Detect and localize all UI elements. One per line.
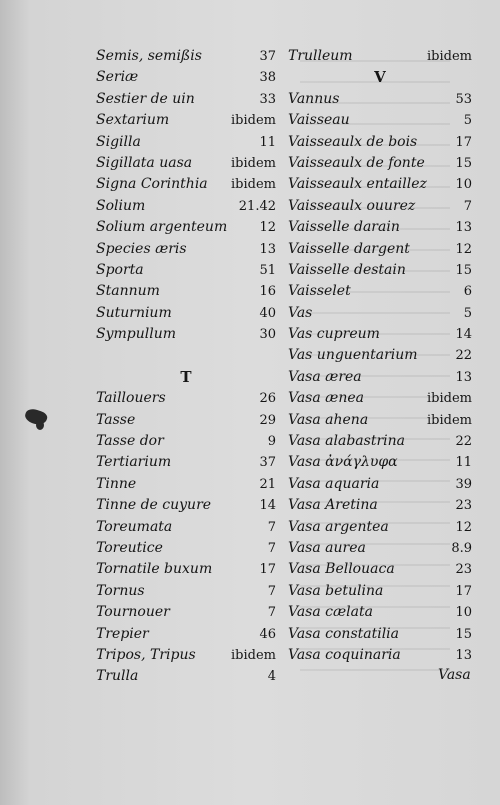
index-entry: Vasa ænea ibidem	[288, 390, 472, 407]
index-entry	[96, 345, 276, 366]
index-entry: Vas unguentarium 22	[288, 347, 472, 364]
index-entry: Vasa ahena ibidem	[288, 411, 472, 428]
index-entry: Vas cupreum 14	[288, 326, 472, 343]
index-entry: Vasa constatilia 15	[288, 625, 472, 642]
index-entry: Sympullum 30	[96, 326, 276, 343]
index-entry: Vannus 53	[288, 90, 472, 107]
index-entry: Vaisselle destain 15	[288, 261, 472, 278]
index-entry: Vasa aquaria 39	[288, 475, 472, 492]
index-column-right	[288, 46, 472, 709]
index-column-left	[96, 46, 276, 709]
index-entry: Solium 21.42	[96, 197, 276, 214]
index-entry: Tertiarium 37	[96, 454, 276, 471]
index-entry: Vasa alabastrina 22	[288, 433, 472, 450]
catchword: Vasa	[438, 667, 471, 683]
ink-stain	[36, 420, 44, 430]
index-entry: Semis, semißis 37	[96, 48, 276, 64]
index-entry: Solium argenteum 12	[96, 219, 276, 236]
section-letter: T	[180, 367, 192, 386]
index-entry: Tournouer 7	[96, 604, 276, 621]
index-entry: Vaisselle darain 13	[288, 219, 472, 236]
index-entry: Vaisseau 5	[288, 112, 472, 129]
index-entry: Tasse 29	[96, 411, 276, 428]
index-entry: Trulleum ibidem	[288, 48, 472, 64]
index-entry: Sigillata uasa ibidem	[96, 154, 276, 171]
index-entry: Sigilla 11	[96, 133, 276, 150]
index-entry: Vaisseaulx de fonte 15	[288, 154, 472, 171]
index-entry: Signa Corinthia ibidem	[96, 176, 276, 193]
index-entry	[288, 688, 472, 709]
index-entry: Toreumata 7	[96, 518, 276, 535]
index-entry: Sporta 51	[96, 261, 276, 278]
index-entry: Vasa Aretina 23	[288, 497, 472, 514]
index-entry: Sextarium ibidem	[96, 112, 276, 129]
index-entry: Vasa betulina 17	[288, 582, 472, 599]
index-entry: Tornus 7	[96, 582, 276, 599]
index-entry: Stannum 16	[96, 283, 276, 300]
index-entry: Vasa aurea 8.9	[288, 539, 472, 556]
index-entry: Vasa Bellouaca 23	[288, 561, 472, 578]
index-entry: Species æris 13	[96, 240, 276, 257]
index-entry: Trepier 46	[96, 625, 276, 642]
index-entry: Vaisseaulx ouurez 7	[288, 197, 472, 214]
index-entry: Toreutice 7	[96, 539, 276, 556]
index-entry: Seriæ 38	[96, 69, 276, 86]
index-entry	[96, 688, 276, 709]
index-entry: Trulla 4	[96, 668, 276, 685]
section-letter: V	[374, 68, 386, 87]
index-entry: Vasa argentea 12	[288, 518, 472, 535]
index-entry: Vas 5	[288, 304, 472, 321]
index-entry: Vasa ærea 13	[288, 368, 472, 385]
index-entry: Vaisseaulx de bois 17	[288, 133, 472, 150]
index-entry: Tasse dor 9	[96, 433, 276, 450]
index-entry: Tornatile buxum 17	[96, 561, 276, 578]
index-entry: Vaisseaulx entaillez 10	[288, 176, 472, 193]
index-entry: Vasa ἀνάγλυφα 11	[288, 454, 472, 471]
index-entry: Tinne de cuyure 14	[96, 497, 276, 514]
index-entry: Vaisselet 6	[288, 283, 472, 300]
index-entry: Suturnium 40	[96, 304, 276, 321]
index-entry: Sestier de uin 33	[96, 90, 276, 107]
index-entry: Taillouers 26	[96, 390, 276, 407]
index-entry: Vasa cælata 10	[288, 604, 472, 621]
index-entry: Vasa coquinaria 13	[288, 646, 472, 663]
index-entry: Tinne 21	[96, 475, 276, 492]
index-entry: Tripos, Tripus ibidem	[96, 646, 276, 663]
index-entry: Vaisselle dargent 12	[288, 240, 472, 257]
